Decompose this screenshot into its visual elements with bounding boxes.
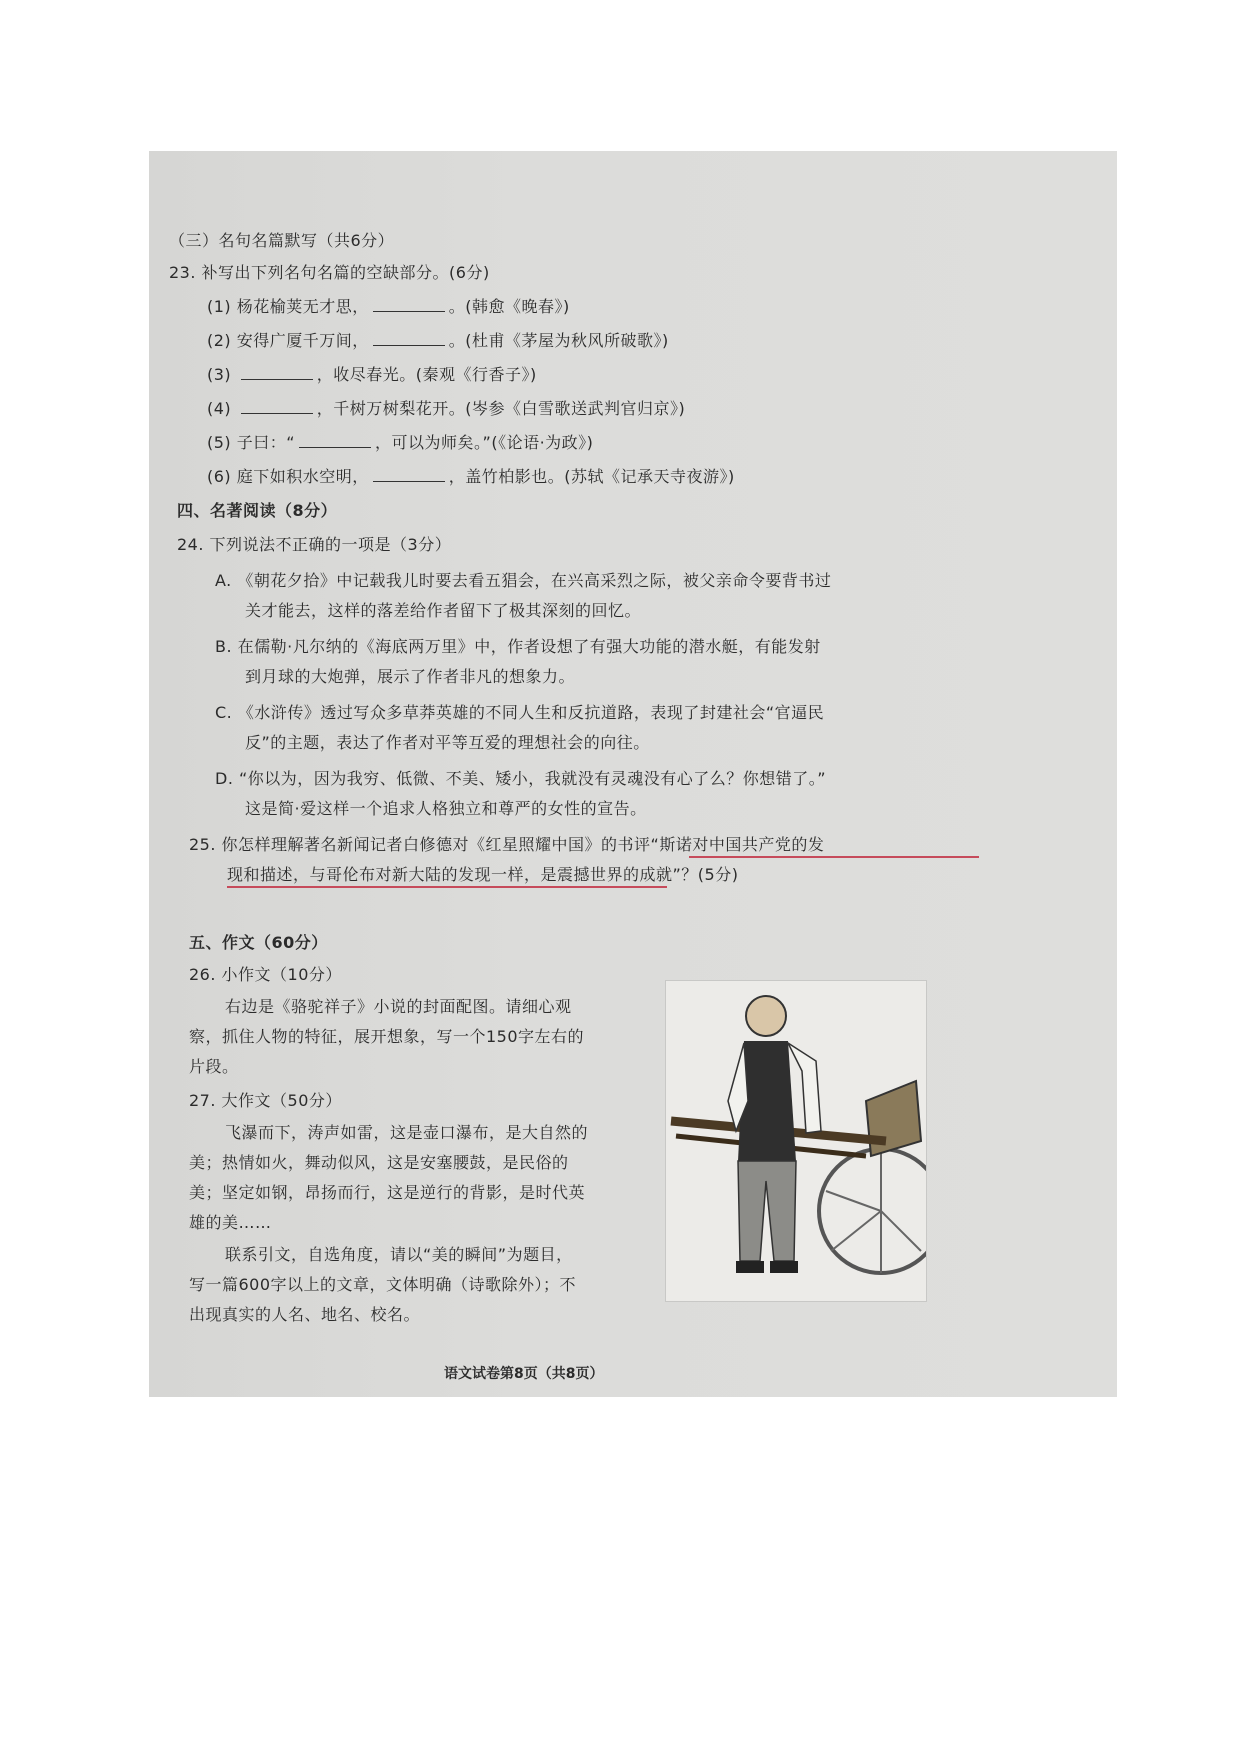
item-3-post: ，收尽春光。(秦观《行香子》): [316, 365, 537, 384]
option-d-line-1: D. “你以为，因为我穷、低微、不美、矮小，我就没有灵魂没有心了么？你想错了。”: [215, 769, 827, 788]
question-25-line-1: 25. 你怎样理解著名新闻记者白修德对《红星照耀中国》的书评“斯诺对中国共产党的发: [189, 835, 825, 854]
question-26-title: 26. 小作文（10分）: [189, 965, 342, 984]
option-c-line-1: C. 《水浒传》透过写众多草莽英雄的不同人生和反抗道路，表现了封建社会“官逼民: [215, 703, 825, 722]
item-4-post: ，千树万树梨花开。(岑参《白雪歌送武判官归京》): [316, 399, 686, 418]
question-23: 23. 补写出下列名句名篇的空缺部分。(6分): [169, 263, 490, 282]
fill-item-2: [207, 331, 669, 351]
answer-blank[interactable]: [373, 331, 445, 346]
option-b-line-1: B. 在儒勒·凡尔纳的《海底两万里》中，作者设想了有强大功能的潜水艇，有能发射: [215, 637, 821, 656]
item-3-pre: (3): [207, 365, 237, 384]
rickshaw-body: [866, 1081, 921, 1156]
answer-blank[interactable]: [373, 297, 445, 312]
head: [746, 996, 786, 1036]
q27-line-3: 美；坚定如钢，昂扬而行，这是逆行的背影，是时代英: [189, 1183, 586, 1202]
q27-line-6: 写一篇600字以上的文章，文体明确（诗歌除外）；不: [189, 1275, 577, 1294]
item-1-post: 。(韩愈《晚春》): [448, 297, 570, 316]
q27-line-1: 飞瀑而下，涛声如雷，这是壶口瀑布，是大自然的: [225, 1123, 589, 1142]
option-a-line-2: 关才能去，这样的落差给作者留下了极其深刻的回忆。: [245, 601, 642, 620]
question-27-title: 27. 大作文（50分）: [189, 1091, 342, 1110]
item-5-pre: (5) 子曰：“: [207, 433, 296, 452]
q26-line-1: 右边是《骆驼祥子》小说的封面配图。请细心观: [225, 997, 572, 1016]
wheel: [819, 1149, 926, 1273]
q26-line-2: 察，抓住人物的特征，展开想象，写一个150字左右的: [189, 1027, 585, 1046]
item-2-post: 。(杜甫《茅屋为秋风所破歌》): [448, 331, 669, 350]
item-6-pre: (6) 庭下如积水空明，: [207, 467, 369, 486]
answer-blank[interactable]: [241, 365, 313, 380]
option-c-line-2: 反”的主题，表达了作者对平等互爱的理想社会的向往。: [245, 733, 650, 752]
q27-line-7: 出现真实的人名、地名、校名。: [189, 1305, 421, 1324]
item-6-post: ，盖竹柏影也。(苏轼《记承天寺夜游》): [448, 467, 735, 486]
trousers: [738, 1161, 796, 1261]
option-a-line-1: A. 《朝花夕拾》中记载我儿时要去看五猖会，在兴高采烈之际，被父亲命令要背书过: [215, 571, 832, 590]
item-4-pre: (4): [207, 399, 237, 418]
q26-line-3: 片段。: [189, 1057, 239, 1076]
question-25-line-2: 现和描述，与哥伦布对新大陆的发现一样，是震撼世界的成就”？(5分): [227, 865, 739, 884]
q27-line-5: 联系引文，自选角度，请以“美的瞬间”为题目，: [225, 1245, 573, 1264]
red-pen-underline: [689, 856, 979, 858]
section-3-title: （三）名句名篇默写（共6分）: [169, 231, 395, 250]
fill-item-6: [207, 467, 735, 487]
q27-line-4: 雄的美……: [189, 1213, 272, 1232]
rickshaw-puller-drawing: [666, 981, 926, 1301]
q27-line-2: 美；热情如火，舞动似风，这是安塞腰鼓，是民俗的: [189, 1153, 569, 1172]
fill-item-5: [207, 433, 593, 453]
item-5-post: ，可以为师矣。”(《论语·为政》): [375, 433, 594, 452]
page-footer: 语文试卷第8页（共8页）: [444, 1366, 604, 1382]
option-b-line-2: 到月球的大炮弹，展示了作者非凡的想象力。: [245, 667, 576, 686]
question-24: 24. 下列说法不正确的一项是（3分）: [177, 535, 452, 554]
item-2-pre: (2) 安得广厦千万间，: [207, 331, 369, 350]
section-4-title: 四、名著阅读（8分）: [177, 501, 338, 520]
option-d-line-2: 这是简·爱这样一个追求人格独立和尊严的女性的宣告。: [245, 799, 647, 818]
red-pen-underline: [227, 886, 667, 888]
answer-blank[interactable]: [299, 433, 371, 448]
answer-blank[interactable]: [241, 399, 313, 414]
section-5-title: 五、作文（60分）: [189, 933, 328, 952]
answer-blank[interactable]: [373, 467, 445, 482]
rickshaw-puller-illustration: [665, 980, 927, 1302]
exam-page-photo: [149, 151, 1117, 1397]
item-1-pre: (1) 杨花榆荚无才思，: [207, 297, 369, 316]
fill-item-1: [207, 297, 570, 317]
fill-item-4: [207, 399, 685, 419]
fill-item-3: [207, 365, 537, 385]
